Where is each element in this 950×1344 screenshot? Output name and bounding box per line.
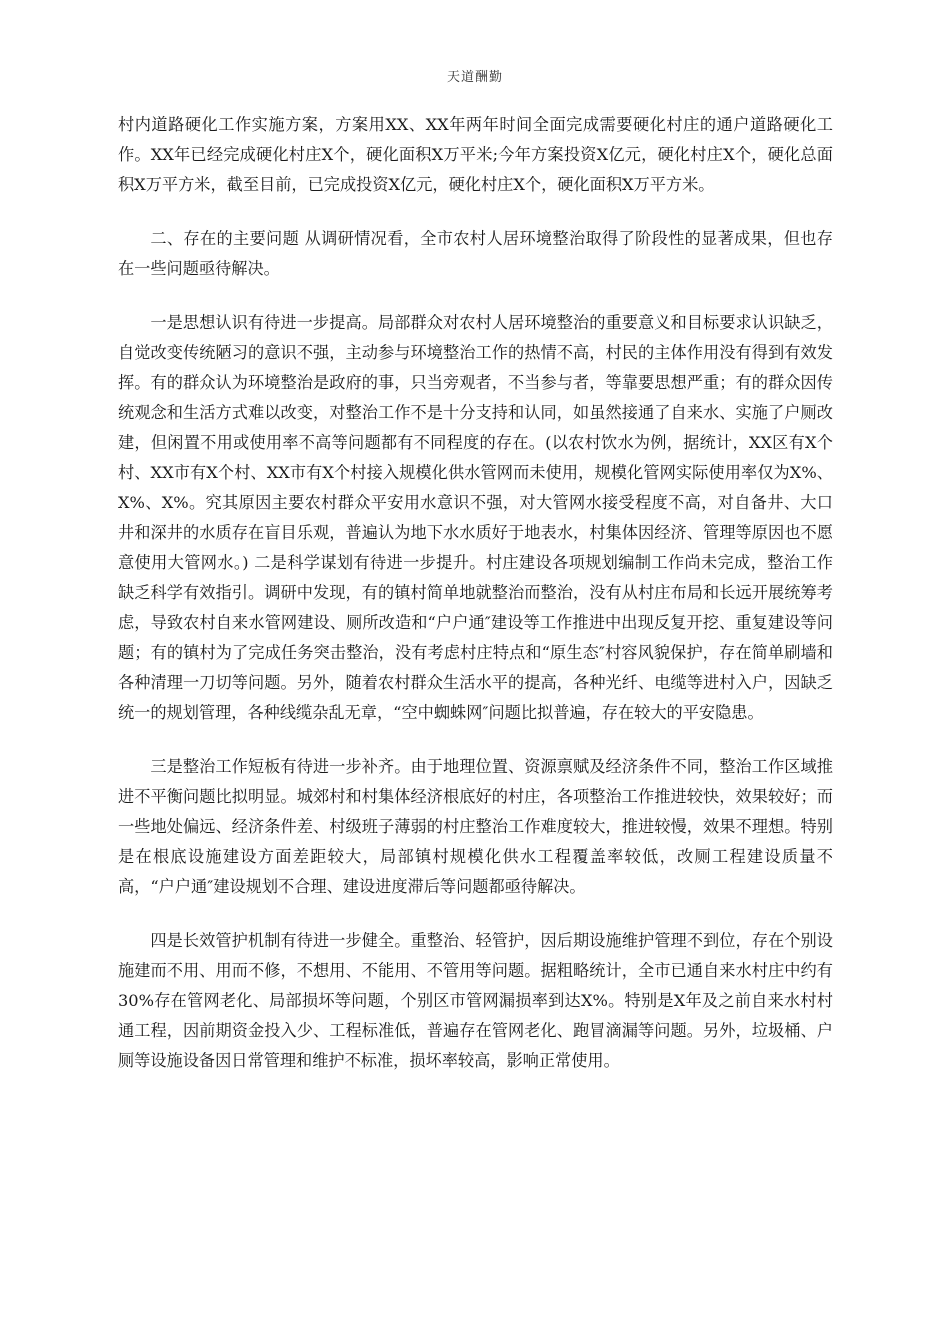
- document-body: [118, 110, 833, 1076]
- paragraph-road-hardening: 村内道路硬化工作实施方案，方案用XX、XX年两年时间全面完成需要硬化村庄的通户道路硬化工作。XX年已经完成硬化村庄X个，硬化面积X万平米;今年方案投资X亿元，硬化村庄X个，硬化总面积X万平方米，截至目前，已完成投资X亿元，硬化村庄X个，硬化面积X万平方米。: [118, 115, 833, 194]
- paragraph-shortcomings: 三是整治工作短板有待进一步补齐。由于地理位置、资源禀赋及经济条件不同，整治工作区域推进不平衡问题比拟明显。城郊村和村集体经济根底好的村庄，各项整治工作推进较快，效果较好；而一些地处偏远、经济条件差、村级班子薄弱的村庄整治工作难度较大，推进较慢，效果不理想。特别是在根底设施建设方面差距较大，局部镇村规模化供水工程覆盖率较低，改厕工程建设质量不高，“户户通″建设规划不合理、建设进度滞后等问题都亟待解决。: [118, 757, 833, 896]
- paragraph-awareness-and-planning: 一是思想认识有待进一步提高。局部群众对农村人居环境整治的重要意义和目标要求认识缺乏，自觉改变传统陋习的意识不强，主动参与环境整治工作的热情不高，村民的主体作用没有得到有效发挥。有的群众认为环境整治是政府的事，只当旁观者，不当参与者，等靠要思想严重；有的群众因传统观念和生活方式难以改变，对整治工作不是十分支持和认同，如虽然接通了自来水、实施了户厕改建，但闲置不用或使用率不高等问题都有不同程度的存在。(以农村饮水为例，据统计，XX区有X个村、XX市有X个村、XX市有X个村接入规模化供水管网而未使用，规模化管网实际使用率仅为X%、X%、X%。究其原因主要农村群众平安用水意识不强，对大管网水接受程度不高，对自备井、大口井和深井的水质存在盲目乐观，普遍认为地下水水质好于地表水，村集体因经济、管理等原因也不愿意使用大管网水。) 二是科学谋划有待进一步提升。村庄建设各项规划编制工作尚未完成，整治工作缺乏科学有效指引。调研中发现，有的镇村简单地就整治而整治，没有从村庄布局和长远开展统筹考虑，导致农村自来水管网建设、厕所改造和“户户通″建设等工作推进中出现反复开挖、重复建设等问题；有的镇村为了完成任务突击整治，没有考虑村庄特点和“原生态″村容风貌保护，存在简单刷墙和各种清理一刀切等问题。另外，随着农村群众生活水平的提高，各种光纤、电缆等进村入户，因缺乏统一的规划管理，各种线缆杂乱无章，“空中蜘蛛网″问题比拟普遍，存在较大的平安隐患。: [118, 313, 833, 722]
- paragraph-main-problems: 二、存在的主要问题 从调研情况看，全市农村人居环境整治取得了阶段性的显著成果，但也存在一些问题亟待解决。: [118, 229, 833, 278]
- page-header: 天道酬勤: [446, 70, 503, 85]
- paragraph-maintenance: 四是长效管护机制有待进一步健全。重整治、轻管护，因后期设施维护管理不到位，存在个别设施建而不用、用而不修，不想用、不能用、不管用等问题。据粗略统计，全市已通自来水村庄中约有30%存在管网老化、局部损坏等问题，个别区市管网漏损率到达X%。特别是X年及之前自来水村村通工程，因前期资金投入少、工程标准低，普遍存在管网老化、跑冒滴漏等问题。另外，垃圾桶、户厕等设施设备因日常管理和维护不标准，损坏率较高，影响正常使用。: [118, 931, 833, 1070]
